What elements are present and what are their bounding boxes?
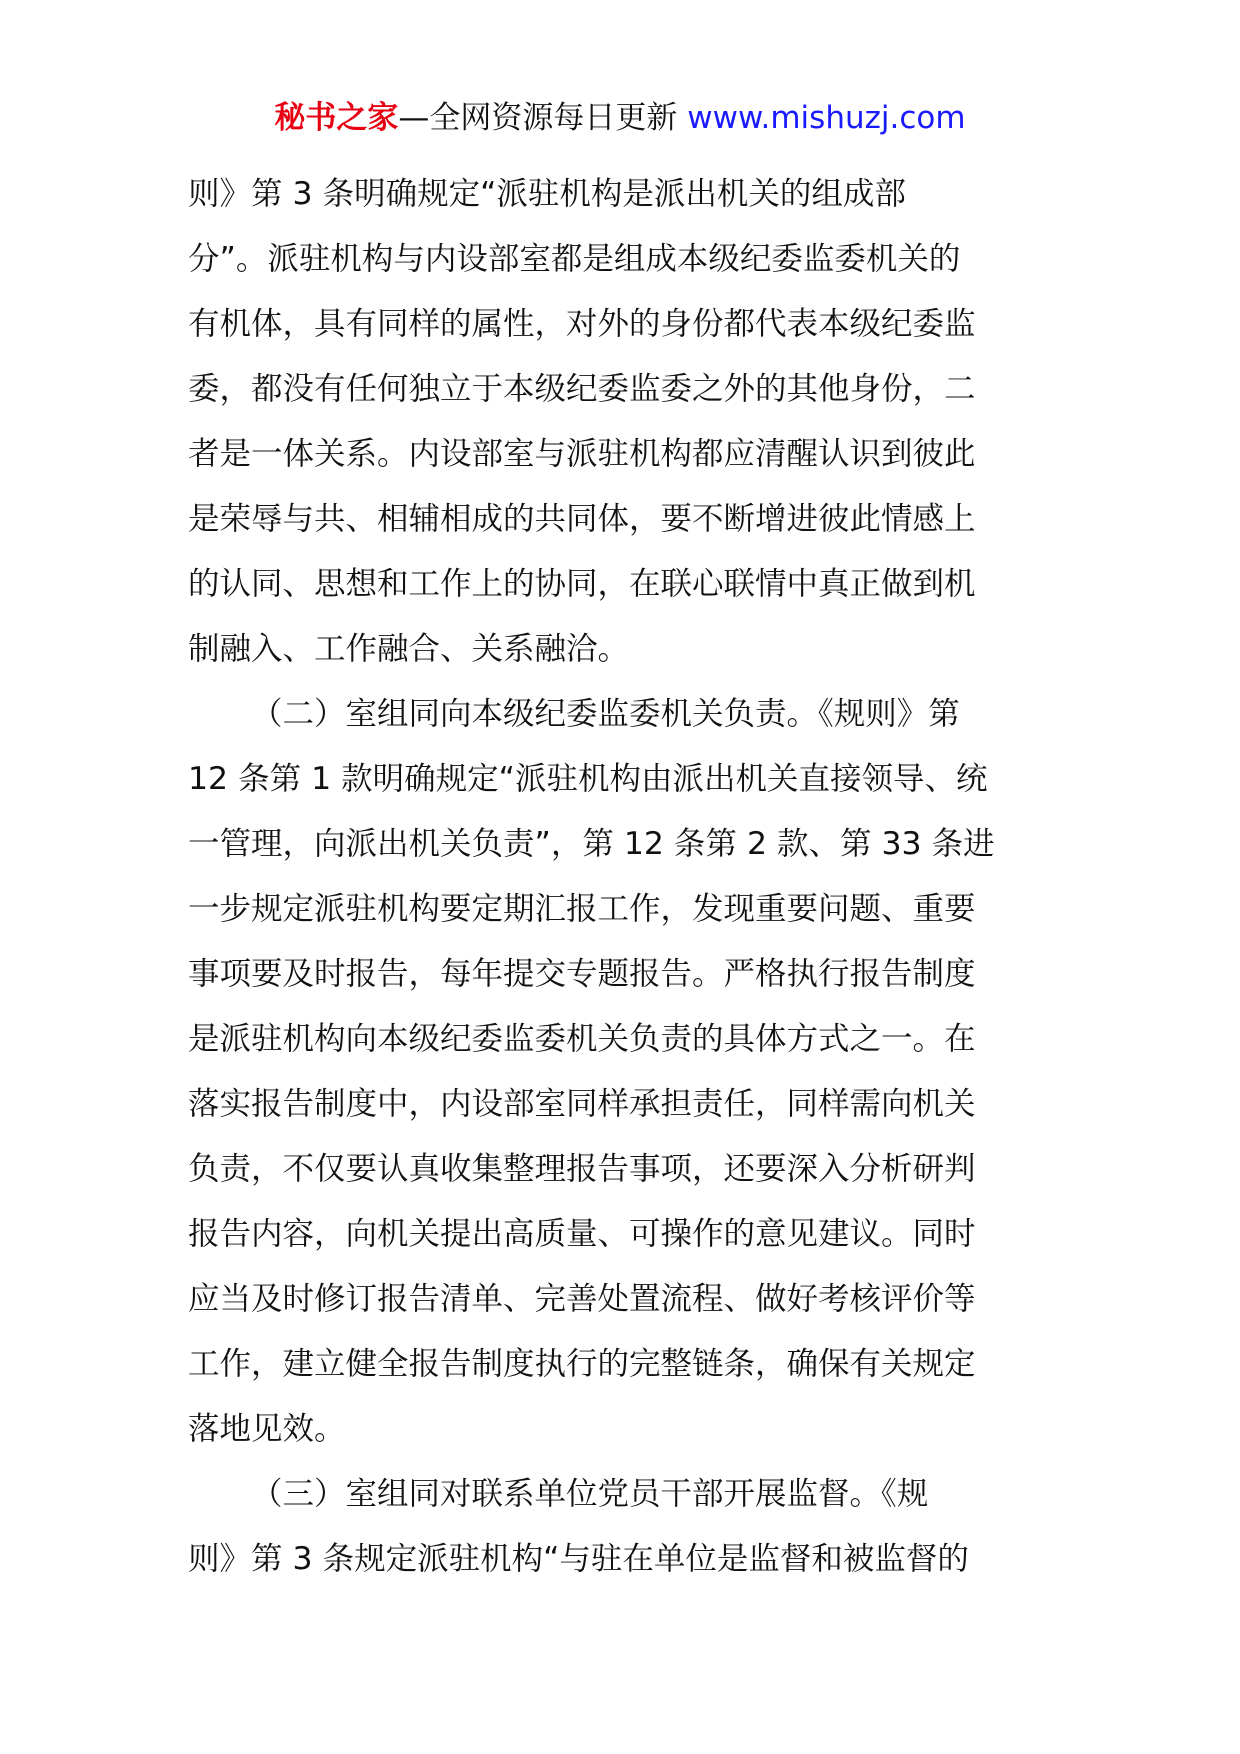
text-line: 一管理，向派出机关负责”，第 12 条第 2 款、第 33 条进 [188,826,995,862]
text-line: 则》第 3 条规定派驻机构“与驻在单位是监督和被监督的 [188,1541,969,1577]
text-line: 者是一体关系。内设部室与派驻机构都应清醒认识到彼此 [188,436,976,472]
section-heading-line: （三）室组同对联系单位党员干部开展监督。《规 [251,1476,929,1512]
text-line: 委，都没有任何独立于本级纪委监委之外的其他身份，二 [188,371,976,407]
document-body [188,162,1054,1592]
text-line: 的认同、思想和工作上的协同，在联心联情中真正做到机 [188,566,976,602]
site-header [0,98,1240,138]
text-line: 工作，建立健全报告制度执行的完整链条，确保有关规定 [188,1346,976,1382]
text-line: 负责，不仅要认真收集整理报告事项，还要深入分析研判 [188,1151,976,1187]
site-url-link[interactable]: www.mishuzj.com [687,100,966,136]
text-line: 事项要及时报告，每年提交专题报告。严格执行报告制度 [188,956,976,992]
section-heading-line: （二）室组同向本级纪委监委机关负责。《规则》第 [251,696,960,732]
text-line: 则》第 3 条明确规定“派驻机构是派出机关的组成部 [188,176,906,212]
brand-name: 秘书之家 [274,100,399,136]
text-line: 落实报告制度中，内设部室同样承担责任，同样需向机关 [188,1086,976,1122]
text-line: 一步规定派驻机构要定期汇报工作，发现重要问题、重要 [188,891,976,927]
text-line: 有机体，具有同样的属性，对外的身份都代表本级纪委监 [188,306,976,342]
text-line: 是荣辱与共、相辅相成的共同体，要不断增进彼此情感上 [188,501,976,537]
header-slogan: —全网资源每日更新 [398,100,688,136]
text-line: 落地见效。 [188,1411,346,1447]
text-line: 制融入、工作融合、关系融洽。 [188,631,630,667]
text-line: 是派驻机构向本级纪委监委机关负责的具体方式之一。在 [188,1021,976,1057]
text-line: 报告内容，向机关提出高质量、可操作的意见建议。同时 [188,1216,976,1252]
text-line: 分”。派驻机构与内设部室都是组成本级纪委监委机关的 [188,241,961,277]
text-line: 12 条第 1 款明确规定“派驻机构由派出机关直接领导、统 [188,761,988,797]
text-line: 应当及时修订报告清单、完善处置流程、做好考核评价等 [188,1281,976,1317]
